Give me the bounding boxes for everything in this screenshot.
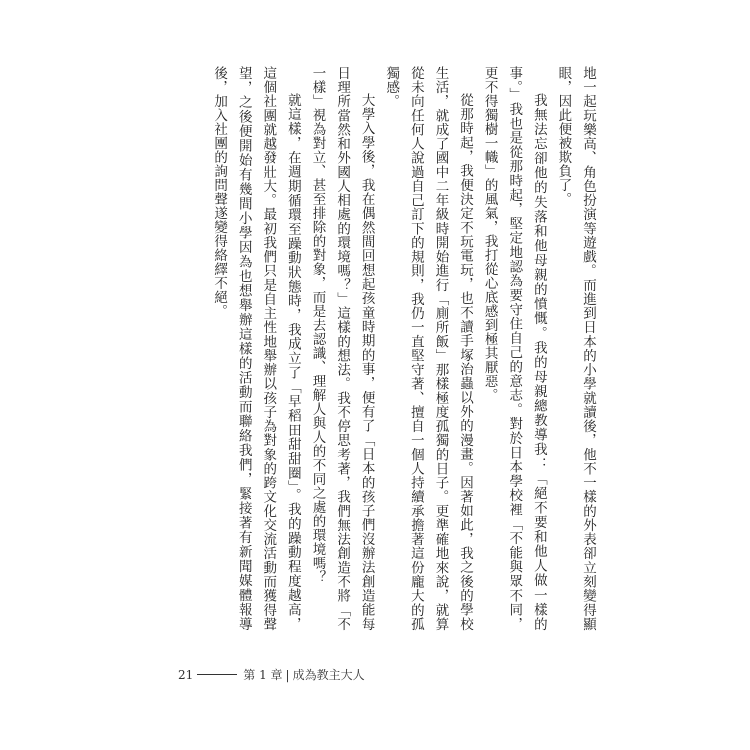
paragraph: 我無法忘卻他的失落和他母親的憤慨。我的母親總教導我：「絕不要和他人做一樣的事。」我也是從那時起，堅定地認為要守住自己的意志。對於日本學校裡「不能與眾不同，更不得獨樹一幟」的風氣，我打從心底感到極其厭惡。: [481, 66, 547, 631]
paragraph: 從那時起，我便決定不玩電玩，也不讀手塚治蟲以外的漫畫。因著如此，我之後的學校生活，就成了國中二年級時開始進行「廁所飯」那樣極度孤獨的日子。更準確地來說，就算從未向任何人說過自己訂下的規則，我仍一直堅守著、擅自一個人持續承擔著這份龐大的孤獨感。: [383, 66, 474, 631]
paragraph: 地一起玩樂高、角色扮演等遊戲。而進到日本的小學就讀後，他不一樣的外表卻立刻變得顯眼，因此便被欺負了。: [555, 66, 596, 631]
footer-separator: |: [285, 667, 290, 682]
paragraph: 就這樣，在週期循環至躁動狀態時，我成立了「早稻田甜甜圈」。我的躁動程度越高，這個社團就越發壯大。最初我們只是自主性地舉辦以孩子為對象的跨文化交流活動而獲得聲望，之後便開始有幾間小學因為也想舉辦這樣的活動而聯絡我們，緊接著有新聞媒體報導後，加入社團的詢問聲遂變得絡繹不絕。: [211, 66, 301, 631]
body-text: [207, 66, 601, 631]
page-footer: [178, 666, 365, 683]
paragraph: 大學入學後，我在偶然間回想起孩童時期的事，便有了「日本的孩子們沒辦法創造能每日理所當然和外國人相處的環境嗎？」這樣的想法。我不停思考著，我們無法創造不將「不一樣」視為對立、甚至排除的對象，而是去認識、理解人與人的不同之處的環境嗎？: [309, 66, 375, 631]
page-number: 21: [178, 667, 194, 682]
chapter-title: 成為教主大人: [292, 668, 365, 682]
chapter-label: 第 1 章: [243, 668, 283, 682]
footer-rule: [197, 674, 237, 675]
